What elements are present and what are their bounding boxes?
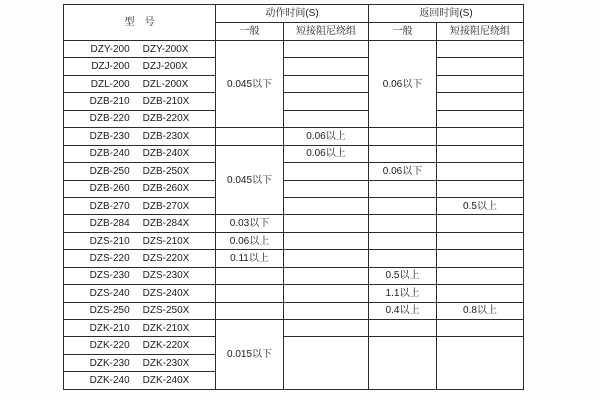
- model-cell: [64, 285, 216, 302]
- table-row: [64, 337, 524, 354]
- header-action-general: 一般: [216, 23, 284, 41]
- model-name-x: DZS-220X: [142, 252, 190, 264]
- return-short-damping-cell: [437, 163, 524, 180]
- return-general-cell: 0.4以上: [369, 302, 437, 319]
- table-row: [64, 215, 524, 232]
- table-row: [64, 128, 524, 145]
- return-short-damping-cell: [437, 75, 524, 92]
- action-general-cell: 0.045以下: [216, 41, 284, 128]
- action-short-damping-cell: [284, 302, 369, 319]
- action-general-cell: 0.06以上: [216, 232, 284, 249]
- return-short-damping-cell: [437, 232, 524, 249]
- model-cell: [64, 58, 216, 75]
- return-short-damping-cell: [437, 128, 524, 145]
- model-name-x: DZS-240X: [142, 287, 190, 299]
- action-general-cell: [216, 128, 284, 145]
- return-short-damping-cell: 0.5以上: [437, 197, 524, 214]
- action-short-damping-cell: [284, 285, 369, 302]
- return-general-cell: 0.06以下: [369, 163, 437, 180]
- table-row: [64, 302, 524, 319]
- model-name-x: DZJ-200X: [142, 61, 188, 73]
- return-short-damping-cell: [437, 110, 524, 127]
- table-row: [64, 180, 524, 197]
- header-row-groups: [64, 5, 524, 23]
- table-row: [64, 110, 524, 127]
- return-short-damping-cell: 0.8以上: [437, 302, 524, 319]
- return-general-cell: [369, 250, 437, 267]
- action-short-damping-cell: [284, 337, 369, 390]
- action-short-damping-cell: [284, 75, 369, 92]
- model-name-x: DZK-230X: [142, 357, 190, 369]
- model-cell: [64, 354, 216, 371]
- action-short-damping-cell: [284, 250, 369, 267]
- action-short-damping-cell: 0.06以上: [284, 128, 369, 145]
- model-cell: [64, 180, 216, 197]
- model-name: DZS-250: [89, 305, 130, 317]
- model-cell: [64, 232, 216, 249]
- model-name-x: DZB-284X: [142, 218, 190, 230]
- table-row: [64, 145, 524, 162]
- action-short-damping-cell: [284, 197, 369, 214]
- return-general-cell: [369, 215, 437, 232]
- action-short-damping-cell: 0.06以上: [284, 145, 369, 162]
- return-general-cell: [369, 145, 437, 162]
- model-name-x: DZS-210X: [142, 235, 190, 247]
- action-general-cell: 0.045以下: [216, 145, 284, 215]
- model-name: DZK-230: [89, 357, 130, 369]
- table-row: [64, 250, 524, 267]
- model-name: DZB-220: [89, 113, 130, 125]
- model-name: DZK-240: [89, 375, 130, 387]
- table-row: [64, 163, 524, 180]
- model-cell: [64, 163, 216, 180]
- table-row: [64, 320, 524, 337]
- model-name-x: DZB-220X: [142, 113, 190, 125]
- model-name: DZY-200: [90, 43, 130, 55]
- model-name: DZB-260: [89, 183, 130, 195]
- model-name: DZS-240: [89, 287, 130, 299]
- action-short-damping-cell: [284, 232, 369, 249]
- model-name-x: DZS-250X: [142, 305, 190, 317]
- return-short-damping-cell: [437, 250, 524, 267]
- model-cell: [64, 197, 216, 214]
- action-short-damping-cell: [284, 41, 369, 58]
- action-general-cell: 0.015以下: [216, 320, 284, 390]
- header-action-short-damping: 短接阻尼绕组: [284, 23, 369, 41]
- table-row: [64, 75, 524, 92]
- model-name-x: DZK-210X: [142, 322, 190, 334]
- return-general-cell: [369, 320, 437, 337]
- table-row: [64, 93, 524, 110]
- action-general-cell: 0.03以下: [216, 215, 284, 232]
- model-name: DZS-220: [89, 252, 130, 264]
- header-return-short-damping: 短接阻尼绕组: [437, 23, 524, 41]
- return-short-damping-cell: [437, 320, 524, 337]
- action-general-cell: [216, 285, 284, 302]
- header-action-time: 动作时间(S): [216, 5, 369, 23]
- return-general-cell: [369, 180, 437, 197]
- table-row: [64, 197, 524, 214]
- model-name-x: DZK-220X: [142, 340, 190, 352]
- model-name: DZS-210: [89, 235, 130, 247]
- action-short-damping-cell: [284, 320, 369, 337]
- model-name: DZB-210: [89, 96, 130, 108]
- model-cell: [64, 75, 216, 92]
- model-cell: [64, 110, 216, 127]
- return-short-damping-cell: [437, 41, 524, 58]
- action-short-damping-cell: [284, 93, 369, 110]
- model-cell: [64, 215, 216, 232]
- model-name: DZS-230: [89, 270, 130, 282]
- return-short-damping-cell: [437, 145, 524, 162]
- model-cell: [64, 372, 216, 390]
- action-short-damping-cell: [284, 163, 369, 180]
- model-cell: [64, 302, 216, 319]
- model-cell: [64, 93, 216, 110]
- table-row: [64, 58, 524, 75]
- model-name: DZB-230: [89, 130, 130, 142]
- model-name-x: DZB-260X: [142, 183, 190, 195]
- return-short-damping-cell: [437, 285, 524, 302]
- model-cell: [64, 128, 216, 145]
- return-general-cell: [369, 232, 437, 249]
- return-general-cell: [369, 337, 437, 390]
- return-short-damping-cell: [437, 93, 524, 110]
- return-general-cell: 0.06以下: [369, 41, 437, 128]
- model-cell: [64, 267, 216, 284]
- spec-table: [63, 4, 524, 390]
- model-name: DZB-284: [89, 218, 130, 230]
- model-cell: [64, 41, 216, 58]
- action-short-damping-cell: [284, 215, 369, 232]
- action-short-damping-cell: [284, 180, 369, 197]
- model-name-x: DZB-240X: [142, 148, 190, 160]
- return-short-damping-cell: [437, 58, 524, 75]
- model-name: DZB-240: [89, 148, 130, 160]
- return-general-cell: 0.5以上: [369, 267, 437, 284]
- model-name-x: DZY-200X: [142, 43, 189, 55]
- model-name-x: DZB-250X: [142, 165, 190, 177]
- model-name: DZK-210: [89, 322, 130, 334]
- header-model: 型 号: [64, 5, 216, 41]
- return-short-damping-cell: [437, 267, 524, 284]
- model-name-x: DZB-270X: [142, 200, 190, 212]
- header-return-time: 返回时间(S): [369, 5, 524, 23]
- header-return-general: 一般: [369, 23, 437, 41]
- model-name-x: DZS-230X: [142, 270, 190, 282]
- table-row: [64, 232, 524, 249]
- return-general-cell: [369, 197, 437, 214]
- model-name-x: DZK-240X: [142, 375, 190, 387]
- model-name: DZK-220: [89, 340, 130, 352]
- return-short-damping-cell: [437, 180, 524, 197]
- action-short-damping-cell: [284, 110, 369, 127]
- action-general-cell: [216, 302, 284, 319]
- model-name: DZB-250: [89, 165, 130, 177]
- table-row: [64, 267, 524, 284]
- model-cell: [64, 145, 216, 162]
- return-general-cell: [369, 128, 437, 145]
- table-row: [64, 285, 524, 302]
- action-short-damping-cell: [284, 58, 369, 75]
- action-general-cell: [216, 267, 284, 284]
- model-name: DZL-200: [90, 78, 130, 90]
- action-general-cell: 0.11以上: [216, 250, 284, 267]
- return-short-damping-cell: [437, 215, 524, 232]
- model-cell: [64, 337, 216, 354]
- model-cell: [64, 250, 216, 267]
- model-name: DZB-270: [89, 200, 130, 212]
- return-general-cell: 1.1以上: [369, 285, 437, 302]
- model-name: DZJ-200: [91, 61, 130, 73]
- model-cell: [64, 320, 216, 337]
- action-short-damping-cell: [284, 267, 369, 284]
- model-name-x: DZB-210X: [142, 96, 190, 108]
- table-row: [64, 41, 524, 58]
- model-name-x: DZL-200X: [142, 78, 189, 90]
- model-name-x: DZB-230X: [142, 130, 190, 142]
- return-short-damping-cell: [437, 337, 524, 390]
